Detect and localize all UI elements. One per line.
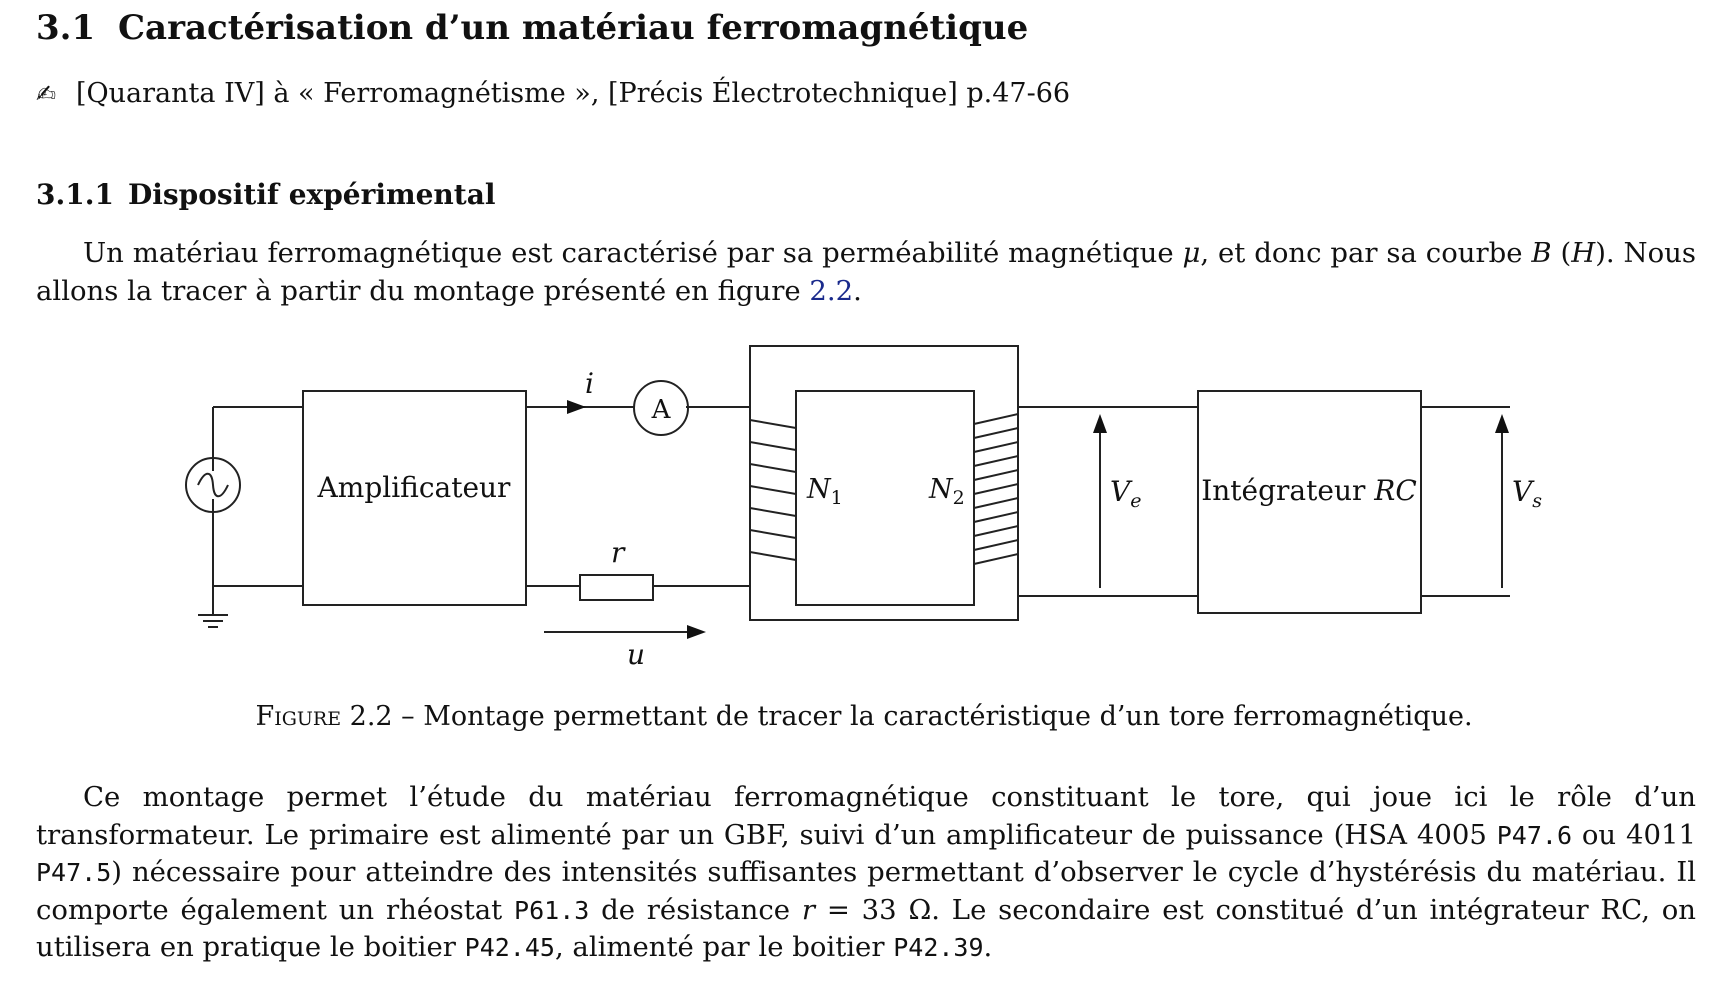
text-run: = 33 Ω. Le secondaire est constitué d’un intégrateur RC, on utilisera en pratique le boitier bbox=[36, 893, 1697, 963]
primary-top-wire bbox=[526, 407, 750, 410]
resistor-label: r bbox=[611, 536, 625, 569]
code-ref: P61.3 bbox=[514, 895, 590, 925]
n2-letter: N bbox=[929, 474, 953, 505]
intro-paragraph bbox=[36, 235, 1696, 310]
subsection-title: Dispositif expérimental bbox=[128, 178, 496, 211]
vs-letter: V bbox=[1512, 475, 1533, 508]
code-ref: P47.6 bbox=[1496, 820, 1572, 850]
text-run: Ce montage permet l’étude du matériau ferromagnétique constituant le tore, qui joue ici le rôle d’un transformateur. Le primaire est alimenté par un GBF, suivi d’un amplificateur de puissance (HSA 4005 bbox=[36, 781, 1696, 851]
integrator-rc: RC bbox=[1374, 474, 1417, 507]
amplifier-label: Amplificateur bbox=[317, 471, 511, 504]
math-h: H bbox=[1571, 237, 1596, 269]
output-wires bbox=[1421, 407, 1510, 596]
circuit-diagram bbox=[0, 330, 1728, 670]
ammeter-label: A bbox=[651, 395, 671, 425]
reference-text: [Quaranta IV] à « Ferromagnétisme », [Précis Électrotechnique] p.47-66 bbox=[76, 78, 1071, 109]
voltage-u-label: u bbox=[627, 638, 646, 670]
core-outer bbox=[750, 346, 1018, 620]
ve-subscript: e bbox=[1130, 490, 1142, 512]
text-run: , et donc par sa courbe bbox=[1200, 237, 1532, 269]
ac-wave bbox=[198, 474, 228, 497]
caption-text: Montage permettant de tracer la caractéristique d’un tore ferromagnétique. bbox=[423, 701, 1473, 732]
vs-label bbox=[1512, 475, 1542, 512]
figure-caption bbox=[0, 701, 1728, 732]
resistor bbox=[580, 575, 653, 600]
code-ref: P42.45 bbox=[464, 933, 555, 962]
math-mu: μ bbox=[1182, 237, 1201, 269]
section-title: Caractérisation d’un matériau ferromagnétique bbox=[118, 8, 1029, 48]
section-number: 3.1 bbox=[36, 8, 96, 48]
current-label: i bbox=[585, 367, 594, 400]
description-paragraph bbox=[36, 779, 1696, 967]
circuit-figure bbox=[0, 330, 1728, 670]
text-run: , alimenté par le boitier bbox=[554, 931, 894, 963]
current-arrowhead bbox=[567, 400, 586, 414]
secondary-wires bbox=[1018, 407, 1198, 596]
source-wire bbox=[213, 407, 303, 586]
ve-arrowhead bbox=[1093, 414, 1107, 433]
n1-letter: N bbox=[807, 474, 831, 505]
n2-label bbox=[928, 474, 965, 509]
figure-link[interactable]: 2.2 bbox=[809, 274, 854, 307]
text-run: de résistance bbox=[589, 893, 802, 926]
primary-coil bbox=[750, 420, 796, 560]
subsection-heading bbox=[36, 178, 496, 211]
text-run: ( bbox=[1551, 237, 1572, 269]
n1-subscript: 1 bbox=[830, 487, 843, 509]
subsection-number: 3.1.1 bbox=[36, 178, 114, 211]
math-r: r bbox=[801, 893, 816, 926]
secondary-coil bbox=[974, 414, 1018, 564]
math-b: B bbox=[1531, 237, 1552, 269]
n2-subscript: 2 bbox=[952, 487, 965, 509]
caption-number: 2.2 – bbox=[341, 701, 424, 732]
reference-line bbox=[36, 78, 1070, 109]
ve-letter: V bbox=[1110, 475, 1131, 508]
ve-label bbox=[1110, 475, 1141, 512]
section-heading bbox=[36, 8, 1028, 48]
vs-arrowhead bbox=[1495, 414, 1509, 433]
text-run: ou 4011 bbox=[1572, 818, 1696, 851]
text-run: ). Nous allons la tracer à partir du montage présenté en figure bbox=[36, 237, 1696, 307]
integrator-label bbox=[1201, 474, 1417, 507]
code-ref: P42.39 bbox=[893, 933, 984, 962]
text-run: . bbox=[983, 931, 993, 963]
ground-icon bbox=[198, 586, 228, 627]
pen-icon: ✍ bbox=[36, 80, 57, 108]
code-ref: P47.5 bbox=[36, 858, 112, 887]
text-run: . bbox=[853, 274, 862, 307]
u-arrowhead bbox=[687, 625, 706, 639]
text-run: Un matériau ferromagnétique est caractérisé par sa perméabilité magnétique bbox=[83, 237, 1183, 269]
n1-label bbox=[806, 474, 843, 509]
integrator-text: Intégrateur bbox=[1201, 474, 1375, 507]
vs-subscript: s bbox=[1532, 490, 1542, 512]
text-run: ) nécessaire pour atteindre des intensités suffisantes permettant d’observer le cycle d’hystérésis du matériau. Il comporte également un rhéostat bbox=[36, 856, 1696, 926]
caption-prefix: Figure bbox=[255, 701, 342, 732]
